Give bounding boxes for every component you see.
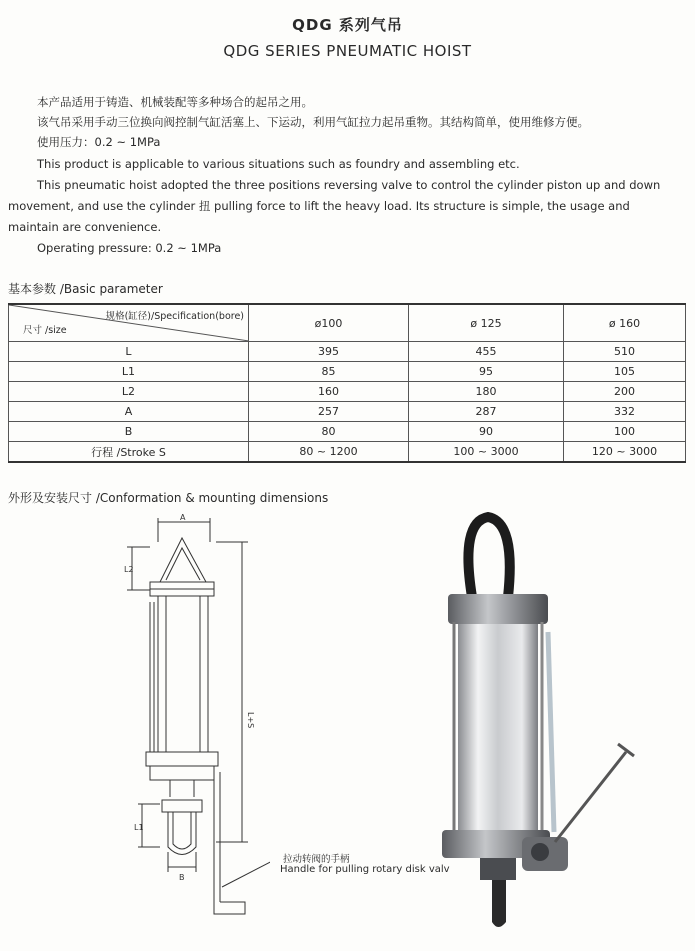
table-cell: 160 <box>249 382 409 402</box>
table-cell: 120 ~ 3000 <box>564 442 686 463</box>
header-spec-label: 规格(缸径)/Specification(bore) <box>105 311 244 322</box>
column-header: ø100 <box>249 304 409 342</box>
table-row <box>9 362 686 382</box>
intro-cn-line3: 使用压力：0.2 ~ 1MPa <box>37 135 161 149</box>
table-cell: 80 ~ 1200 <box>249 442 409 463</box>
table-cell: 85 <box>249 362 409 382</box>
column-header: ø 125 <box>409 304 564 342</box>
table-row <box>9 402 686 422</box>
table-cell: 105 <box>564 362 686 382</box>
table-cell: 510 <box>564 342 686 362</box>
row-label: L1 <box>9 362 249 382</box>
basic-parameter-heading: 基本参数 /Basic parameter <box>8 282 163 296</box>
table-cell: 332 <box>564 402 686 422</box>
table-cell: 455 <box>409 342 564 362</box>
table-cell: 287 <box>409 402 564 422</box>
table-cell: 395 <box>249 342 409 362</box>
column-header: ø 160 <box>564 304 686 342</box>
dim-ls-label: L+S <box>246 712 255 729</box>
intro-cn-line1: 本产品适用于铸造、机械装配等多种场合的起吊之用。 <box>37 95 313 109</box>
intro-en-line5: Operating pressure: 0.2 ~ 1MPa <box>37 241 222 255</box>
dim-b-label: B <box>179 873 185 882</box>
table-cell: 100 <box>564 422 686 442</box>
table-cell: 95 <box>409 362 564 382</box>
table-row <box>9 382 686 402</box>
table-corner-cell <box>9 304 249 342</box>
row-label: A <box>9 402 249 422</box>
table-row <box>9 442 686 463</box>
intro-cn-line2: 该气吊采用手动三位换向阀控制气缸活塞上、下运动，利用气缸拉力起吊重物。其结构简单，使用维修方便。 <box>37 115 589 129</box>
row-label: L2 <box>9 382 249 402</box>
table-row <box>9 422 686 442</box>
dim-l2-label: L2 <box>124 565 134 574</box>
table-cell: 200 <box>564 382 686 402</box>
basic-parameter-table <box>8 303 686 463</box>
row-label: B <box>9 422 249 442</box>
intro-en-line2: This pneumatic hoist adopted the three positions reversing valve to control the cylinder piston up and down <box>37 178 661 192</box>
dim-l1-label: L1 <box>134 823 144 832</box>
table-header-row <box>9 304 686 342</box>
table-row <box>9 342 686 362</box>
handle-callout-cn: 拉动转阀的手柄 <box>283 854 350 865</box>
dimension-drawing <box>110 512 270 922</box>
product-photo <box>430 512 665 942</box>
header-size-label: 尺寸 /size <box>23 325 67 336</box>
intro-en-line4: maintain are convenience. <box>8 220 162 234</box>
conformation-heading: 外形及安装尺寸 /Conformation & mounting dimensions <box>8 491 329 505</box>
table-cell: 80 <box>249 422 409 442</box>
table-cell: 180 <box>409 382 564 402</box>
row-label: L <box>9 342 249 362</box>
row-label: 行程 /Stroke S <box>9 442 249 463</box>
table-cell: 257 <box>249 402 409 422</box>
dim-a-label: A <box>180 513 186 522</box>
table-cell: 100 ~ 3000 <box>409 442 564 463</box>
intro-en-line3: movement, and use the cylinder 扭 pulling force to lift the heavy load. Its structure is simple, the usage and <box>8 199 630 213</box>
title-cn: QDG 系列气吊 <box>292 16 403 34</box>
title-en: QDG SERIES PNEUMATIC HOIST <box>223 42 472 60</box>
table-cell: 90 <box>409 422 564 442</box>
intro-en-line1: This product is applicable to various situations such as foundry and assembling etc. <box>37 157 520 171</box>
handle-callout-en: Handle for pulling rotary disk valv <box>280 864 450 875</box>
